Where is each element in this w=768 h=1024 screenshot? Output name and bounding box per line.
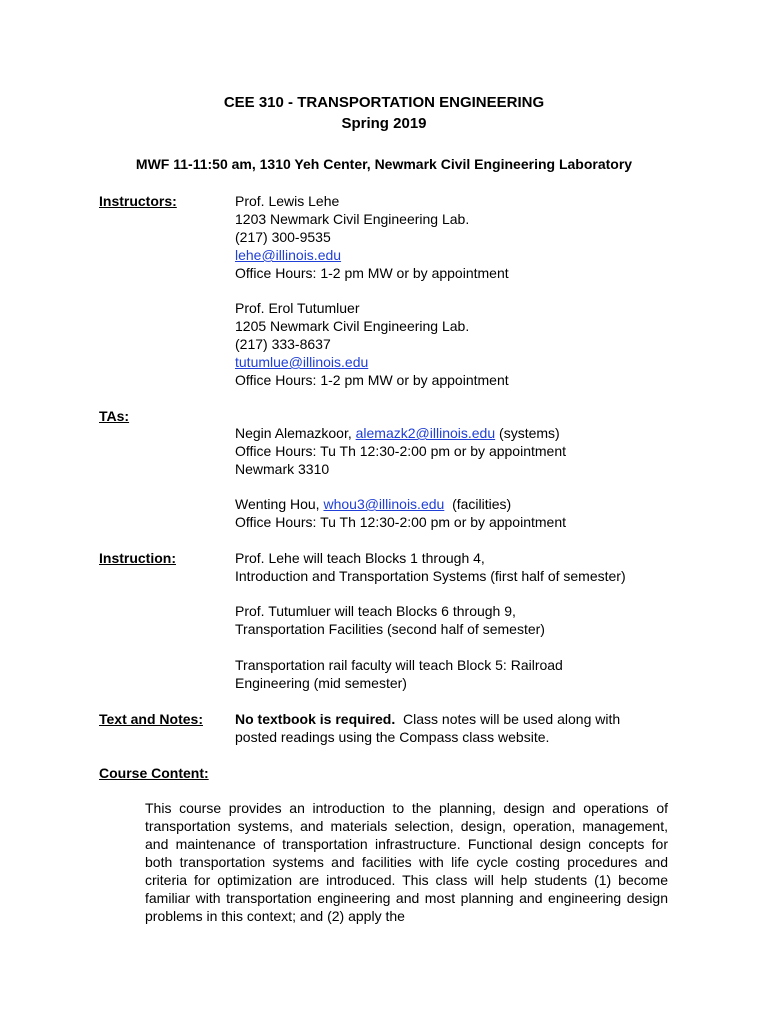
instructor-tutumluer — [235, 299, 509, 389]
instructor-email-link[interactable]: lehe@illinois.edu — [235, 247, 342, 263]
instruction-item — [235, 602, 545, 638]
text-notes-body — [235, 710, 620, 746]
ta-alemazkoor — [235, 424, 566, 478]
instruction-line: Prof. Lehe will teach Blocks 1 through 4, — [235, 550, 485, 566]
ta-area: (systems) — [499, 425, 560, 441]
instructors-label: Instructors: — [99, 193, 177, 209]
instruction-line: Engineering (mid semester) — [235, 675, 407, 691]
instructor-phone: (217) 300-9535 — [235, 229, 331, 245]
instructor-office: 1203 Newmark Civil Engineering Lab. — [235, 211, 470, 227]
readings-text: posted readings using the Compass class website. — [235, 729, 550, 745]
tas-label: TAs: — [99, 408, 130, 424]
instruction-item — [235, 549, 626, 585]
no-textbook-note: No textbook is required. — [235, 711, 396, 727]
ta-office-hours: Office Hours: Tu Th 12:30-2:00 pm or by appointment — [235, 443, 566, 459]
ta-hou — [235, 495, 566, 531]
instructor-email-link[interactable]: tutumlue@illinois.edu — [235, 354, 369, 370]
class-schedule: MWF 11-11:50 am, 1310 Yeh Center, Newmark Civil Engineering Laboratory — [135, 156, 633, 172]
ta-area: (facilities) — [452, 496, 512, 512]
instructor-office: 1205 Newmark Civil Engineering Lab. — [235, 318, 470, 334]
ta-name: Wenting Hou, — [235, 496, 320, 512]
instructor-lehe — [235, 192, 509, 282]
ta-room: Newmark 3310 — [235, 461, 330, 477]
ta-office-hours: Office Hours: Tu Th 12:30-2:00 pm or by appointment — [235, 514, 566, 530]
instructor-name: Prof. Lewis Lehe — [235, 193, 340, 209]
instructor-office-hours: Office Hours: 1-2 pm MW or by appointment — [235, 372, 509, 388]
instructor-office-hours: Office Hours: 1-2 pm MW or by appointment — [235, 265, 509, 281]
ta-email-link[interactable]: alemazk2@illinois.edu — [355, 425, 496, 441]
instructor-phone: (217) 333-8637 — [235, 336, 331, 352]
course-content-label: Course Content: — [99, 765, 209, 781]
instruction-line: Transportation rail faculty will teach Block 5: Railroad — [235, 657, 563, 673]
course-title: CEE 310 - TRANSPORTATION ENGINEERING — [223, 94, 545, 111]
instructor-name: Prof. Erol Tutumluer — [235, 300, 360, 316]
instruction-line: Prof. Tutumluer will teach Blocks 6 through 9, — [235, 603, 516, 619]
instruction-item — [235, 656, 563, 692]
instruction-label: Instruction: — [99, 550, 176, 566]
term: Spring 2019 — [341, 115, 427, 132]
class-notes-text: Class notes will be used along with — [403, 711, 621, 727]
ta-email-link[interactable]: whou3@illinois.edu — [323, 496, 445, 512]
text-notes-label: Text and Notes: — [99, 711, 203, 727]
ta-name: Negin Alemazkoor, — [235, 425, 352, 441]
course-content-paragraph: This course provides an introduction to the planning, design and operations of transportation systems, and materials selection, design, operation, management, and maintenance of transportation infrastructure. Functional design concepts for both transportation systems and facilities with life cycle costing procedures and criteria for optimization are introduced. This class will help students (1) become familiar with transportation engineering and most planning and engineering design problems in this context; and (2) apply the — [145, 800, 668, 924]
instruction-line: Introduction and Transportation Systems (first half of semester) — [235, 568, 626, 584]
instruction-line: Transportation Facilities (second half of semester) — [235, 621, 545, 637]
